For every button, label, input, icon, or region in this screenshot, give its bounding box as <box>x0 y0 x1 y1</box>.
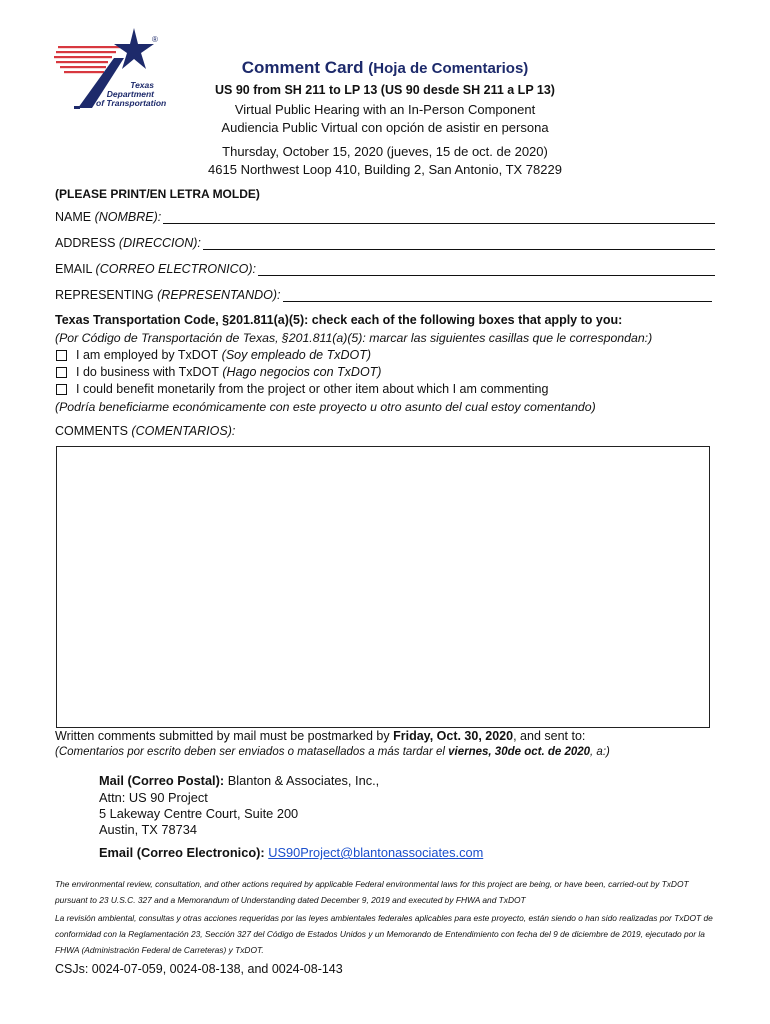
registered-mark: ® <box>152 35 158 44</box>
print-note: (PLEASE PRINT/EN LETRA MOLDE) <box>55 187 260 201</box>
checkbox-employed-label-es: (Soy empleado de TxDOT) <box>221 348 372 362</box>
title-es: (Hoja de Comentarios) <box>368 60 529 77</box>
email-link[interactable]: US90Project@blantonassociates.com <box>268 845 484 860</box>
written-comments-note-es: (Comentarios por escrito deben ser enviados o matasellados a más tardar el viernes, 30de oct. de 2020, a:) <box>55 746 610 758</box>
address-field[interactable] <box>55 236 715 250</box>
checkbox-row-benefit[interactable] <box>55 382 548 396</box>
transportation-code-heading-es: (Por Código de Transportación de Texas, §201.811(a)(5): marcar las siguientes casillas que le correspondan:) <box>55 331 653 345</box>
mail-attn: Attn: US 90 Project <box>99 790 208 805</box>
disclaimer-en: The environmental review, consultation, and other actions required by applicable Federal environmental laws for this project are being, or have been, carried-out by TxDOT pursuant to 23 U.S.C. 327 and a Memorandum of Understanding dated December 9, 2019 and executed by FHWA and TxDOT <box>55 879 689 905</box>
page-title <box>0 58 770 78</box>
email-field[interactable] <box>55 262 715 276</box>
logo-line1: Texas <box>130 80 154 90</box>
hearing-line-es: Audiencia Public Virtual con opción de asistir en persona <box>221 120 549 135</box>
logo-line3: of Transportation <box>96 98 167 108</box>
email-line <box>99 845 483 860</box>
comments-label: COMMENTS (COMENTARIOS): <box>55 424 236 438</box>
hearing-address: 4615 Northwest Loop 410, Building 2, San Antonio, TX 78229 <box>208 162 562 177</box>
hearing-date: Thursday, October 15, 2020 (jueves, 15 de oct. de 2020) <box>222 144 548 159</box>
address-input-line[interactable] <box>203 239 715 250</box>
checkbox-employed[interactable] <box>56 350 67 361</box>
logo-line2: Department <box>106 89 154 99</box>
transportation-code-heading: Texas Transportation Code, §201.811(a)(5): check each of the following boxes that apply to you: <box>55 313 623 327</box>
address-label: ADDRESS (DIRECCION): <box>55 236 201 250</box>
checkbox-benefit-label: I could benefit monetarily from the project or other item about which I am commenting <box>76 382 549 396</box>
project-subtitle: US 90 from SH 211 to LP 13 (US 90 desde SH 211 a LP 13) <box>215 83 555 97</box>
mail-city: Austin, TX 78734 <box>99 822 197 837</box>
csj-numbers: CSJs: 0024-07-059, 0024-08-138, and 0024-08-143 <box>55 962 343 976</box>
representing-label: REPRESENTING (REPRESENTANDO): <box>55 288 281 302</box>
name-label: NAME (NOMBRE): <box>55 210 162 224</box>
hearing-line-en: Virtual Public Hearing with an In-Person Component <box>234 102 536 117</box>
checkbox-benefit-label-es: (Podría beneficiarme económicamente con este proyecto u otro asunto del cual estoy comentando) <box>55 400 596 414</box>
mail-recipient: Blanton & Associates, Inc., <box>227 773 380 788</box>
disclaimer-es: La revisión ambiental, consultas y otras acciones requeridas por las leyes ambientales federales aplicables para este proyecto, están siendo o han sido realizadas por TxDOT de conformidad con la Reglamentación 23, Sección 327 del Código de Estados Unidos y un Memorando de Entendimiento con fecha del 9 de diciembre de 2019, ejecutado por la FHWA (Administración Federal de Carreteras) y TxDOT. <box>55 913 713 955</box>
name-field[interactable] <box>55 210 715 224</box>
deadline-date-es: viernes, 30de oct. de 2020 <box>448 746 591 758</box>
email-input-line[interactable] <box>258 265 715 276</box>
comments-textarea[interactable] <box>56 446 710 728</box>
written-comments-note: Written comments submitted by mail must be postmarked by Friday, Oct. 30, 2020, and sent to: <box>55 729 586 743</box>
email-label: EMAIL (CORREO ELECTRONICO): <box>55 262 256 276</box>
name-input-line[interactable] <box>163 213 715 224</box>
checkbox-business[interactable] <box>56 367 67 378</box>
representing-input-line[interactable] <box>283 291 712 302</box>
email-contact-label: Email (Correo Electronico): <box>99 845 265 860</box>
mail-label: Mail (Correo Postal): <box>99 773 225 788</box>
mail-line-1 <box>99 773 379 788</box>
title-en: Comment Card <box>241 58 364 77</box>
checkbox-row-business[interactable] <box>55 365 381 379</box>
checkbox-business-label-es: (Hago negocios con TxDOT) <box>222 365 382 379</box>
checkbox-benefit[interactable] <box>56 384 67 395</box>
mail-street: 5 Lakeway Centre Court, Suite 200 <box>99 806 299 821</box>
checkbox-row-employed[interactable] <box>55 348 371 362</box>
checkbox-employed-label: I am employed by TxDOT <box>76 348 219 362</box>
checkbox-business-label: I do business with TxDOT <box>76 365 219 379</box>
deadline-date: Friday, Oct. 30, 2020 <box>393 729 514 743</box>
representing-field[interactable] <box>55 288 712 302</box>
